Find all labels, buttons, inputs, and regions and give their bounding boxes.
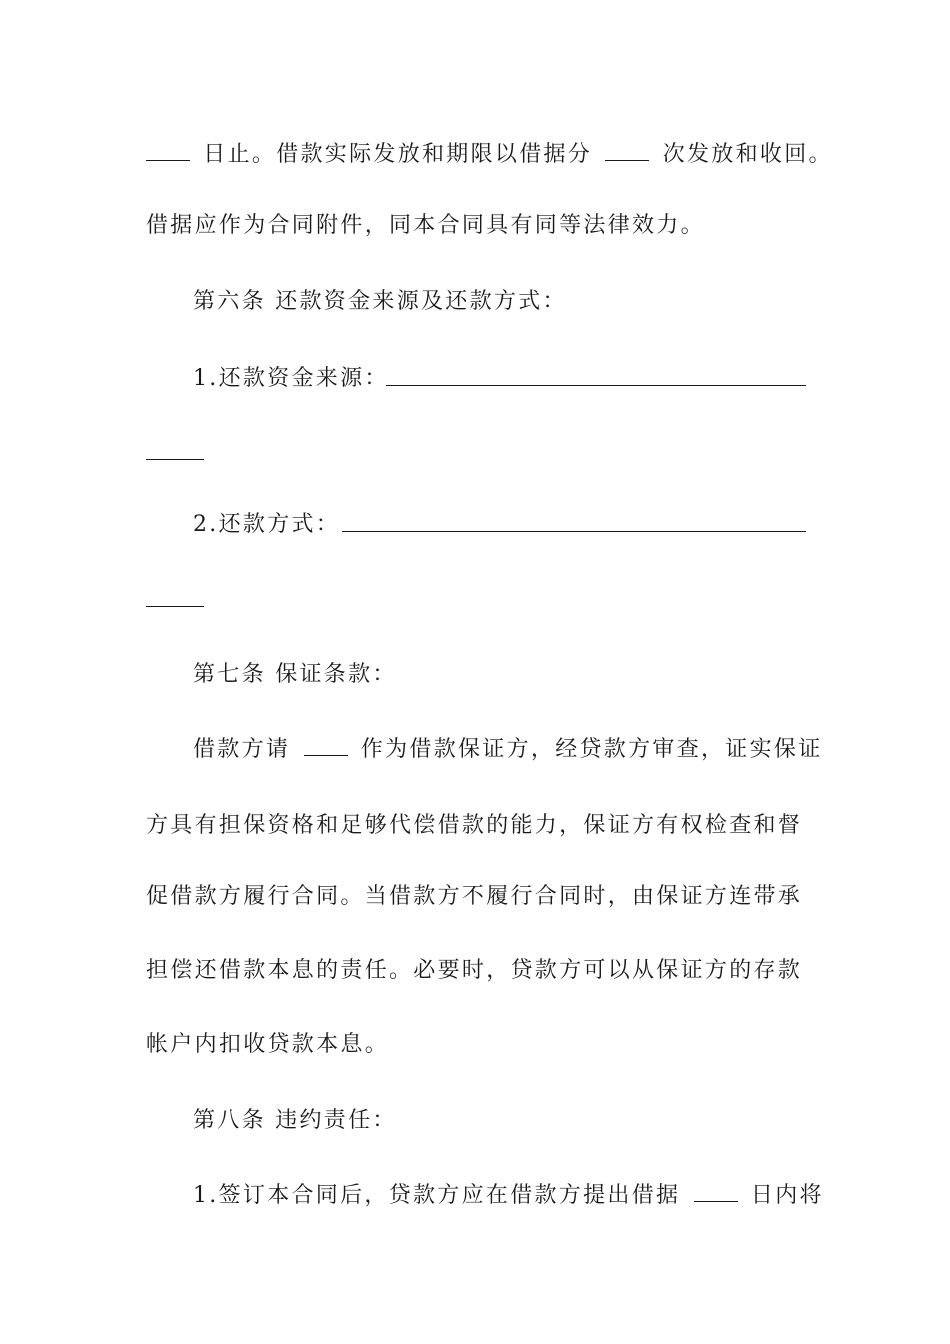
paragraph-line: 借据应作为合同附件，同本合同具有同等法律效力。 (146, 213, 705, 238)
text-segment: 作为借款保证方，经贷款方审查，证实保证 (360, 737, 823, 762)
fill-in-blank (694, 1181, 738, 1202)
paragraph-line: 担偿还借款本息的责任。必要时，贷款方可以从保证方的存款 (146, 958, 803, 983)
text-segment: 日止。借款实际发放和期限以借据分 (203, 142, 593, 167)
fill-in-blank (605, 140, 649, 161)
paragraph-line: 促借款方履行合同。当借款方不履行合同时，由保证方连带承 (146, 884, 803, 909)
paragraph-line (146, 140, 833, 170)
repayment-method-label: 2.还款方式： (193, 512, 341, 537)
text-segment: 日内将 (750, 1183, 824, 1208)
repayment-source-blank (386, 385, 806, 386)
article-heading-7: 第七条 保证条款： (193, 662, 397, 687)
paragraph-line (193, 1181, 824, 1211)
text-segment: 次发放和收回。 (662, 142, 833, 167)
repayment-source-label: 1.还款资金来源： (193, 366, 389, 391)
repayment-method-blank-continued (146, 606, 204, 607)
text-segment: 1.签订本合同后，贷款方应在借款方提出借据 (193, 1183, 681, 1208)
article-heading-6: 第六条 还款资金来源及还款方式： (193, 289, 567, 314)
repayment-source-blank-continued (146, 459, 204, 460)
fill-in-blank (146, 140, 190, 161)
fill-in-blank (304, 735, 348, 756)
paragraph-line (193, 735, 823, 765)
paragraph-line: 方具有担保资格和足够代偿借款的能力，保证方有权检查和督 (146, 813, 803, 838)
text-segment: 借款方请 (193, 737, 291, 762)
paragraph-line: 帐户内扣收贷款本息。 (146, 1032, 390, 1057)
article-heading-8: 第八条 违约责任： (193, 1108, 397, 1133)
repayment-method-blank (342, 531, 806, 532)
